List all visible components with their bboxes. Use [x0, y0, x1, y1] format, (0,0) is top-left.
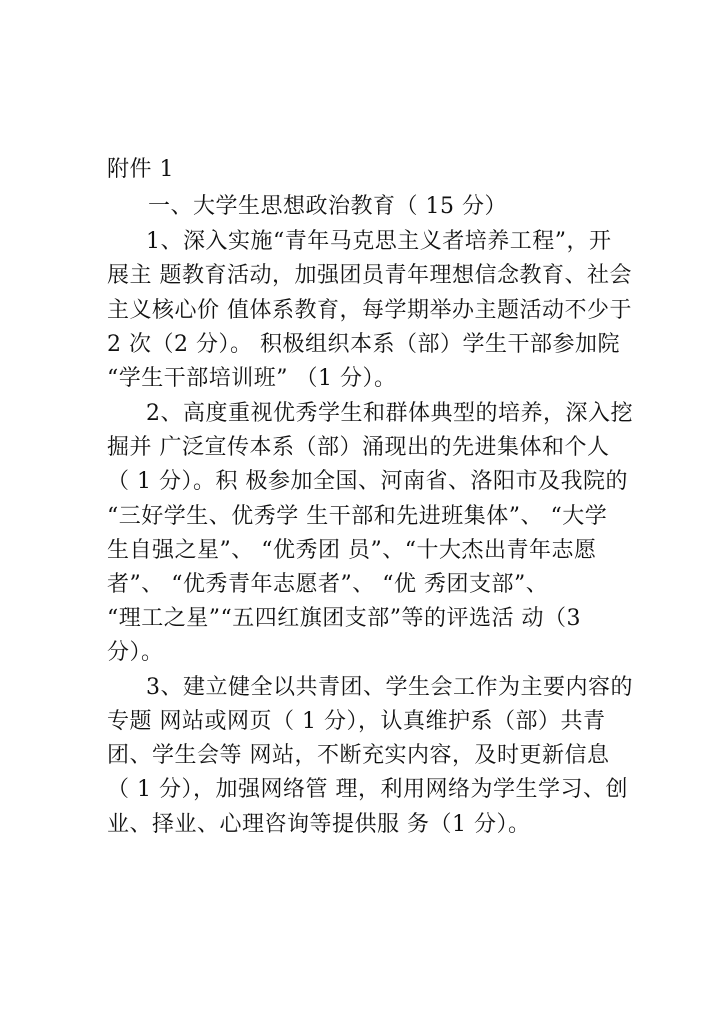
paragraph-line: 掘并 广泛宣传本系（部）涌现出的先进集体和个人: [107, 435, 610, 460]
paragraph-line: “学生干部培训班” （1 分）。: [107, 366, 397, 391]
paragraph-line: 展主 题教育活动，加强团员青年理想信念教育、社会: [107, 263, 632, 288]
paragraph-line: 2 次（2 分）。 积极组织本系（部）学生干部参加院: [107, 332, 620, 357]
paragraph-line: 分）。: [107, 640, 164, 665]
paragraph-line: （ 1 分），加强网络管 理，利用网络为学生学习、创: [107, 777, 628, 802]
paragraph-line: 业、择业、心理咨询等提供服 务（1 分）。: [107, 812, 531, 837]
paragraph-line: “理工之星”“五四红旗团支部”等的评选活 动（3: [107, 606, 581, 631]
paragraph-line: 主义核心价 值体系教育，每学期举办主题活动不少于: [107, 298, 632, 323]
paragraph-line: 专题 网站或网页（ 1 分），认真维护系（部）共青: [107, 709, 606, 734]
section-heading: 一、大学生思想政治教育（ 15 分）: [148, 194, 507, 219]
paragraph-line: 者”、 “优秀青年志愿者”、 “优 秀团支部”、: [107, 572, 549, 597]
paragraph-line: 1、深入实施“青年马克思主义者培养工程”，开: [146, 229, 612, 254]
paragraph-line: “三好学生、优秀学 生干部和先进班集体”、 “大学: [107, 504, 608, 529]
attachment-label: 附件 1: [107, 157, 174, 182]
paragraph-line: 团、学生会等 网站，不断充实内容，及时更新信息: [107, 743, 610, 768]
paragraph-line: 生自强之星”、 “优秀团 员”、“十大杰出青年志愿: [107, 538, 597, 563]
paragraph-line: 2、高度重视优秀学生和群体典型的培养，深入挖: [146, 401, 633, 426]
paragraph-line: （ 1 分）。积 极参加全国、河南省、洛阳市及我院的: [107, 469, 628, 494]
paragraph-line: 3、建立健全以共青团、学生会工作为主要内容的: [146, 675, 633, 700]
